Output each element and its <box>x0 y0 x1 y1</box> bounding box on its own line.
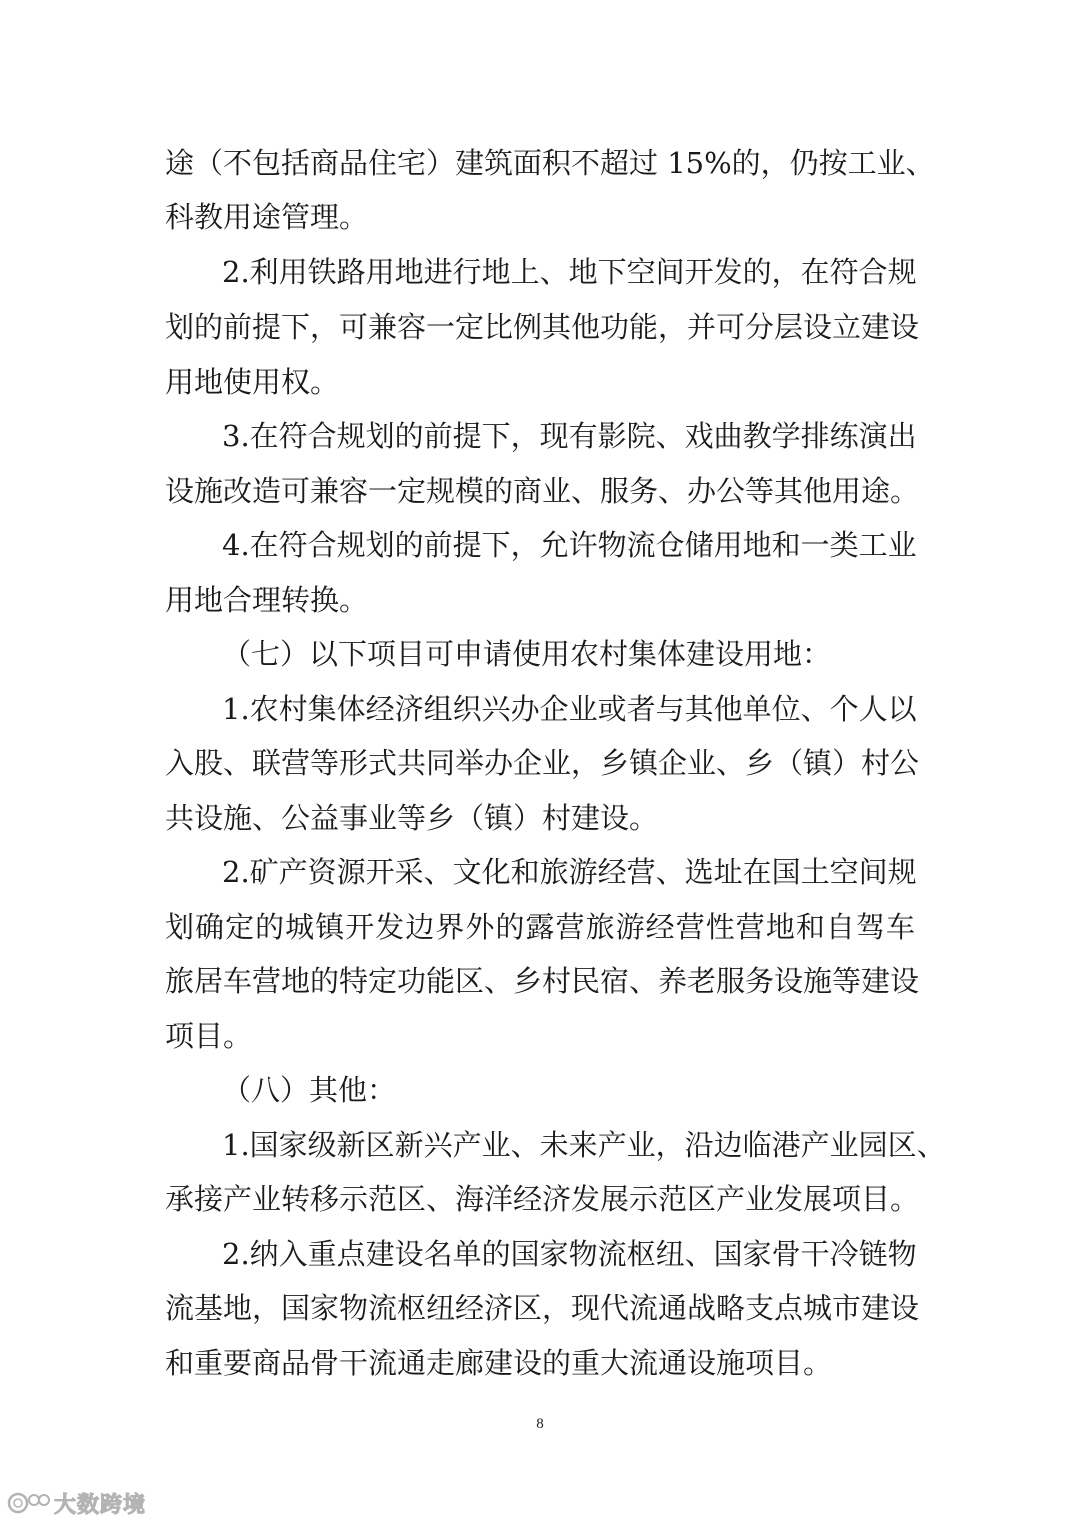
text-line: 4.在符合规划的前提下，允许物流仓储用地和一类工业 <box>222 528 917 562</box>
text-line: 入股、联营等形式共同举办企业，乡镇企业、乡（镇）村公 <box>165 746 920 780</box>
watermark-text: 大数跨境 <box>54 1492 147 1518</box>
text-line: 3.在符合规划的前提下，现有影院、戏曲教学排练演出 <box>222 419 917 453</box>
text-line: 科教用途管理。 <box>165 200 369 234</box>
text-line: 2.矿产资源开采、文化和旅游经营、选址在国土空间规 <box>222 855 917 889</box>
text-line: 途（不包括商品住宅）建筑面积不超过 15%的，仍按工业、 <box>165 146 935 180</box>
text-line: 和重要商品骨干流通走廊建设的重大流通设施项目。 <box>165 1346 833 1380</box>
text-line: 用地使用权。 <box>165 365 340 399</box>
page-number: 8 <box>536 1416 544 1432</box>
text-line: 划的前提下，可兼容一定比例其他功能，并可分层设立建设 <box>165 310 920 344</box>
text-line: 旅居车营地的特定功能区、乡村民宿、养老服务设施等建设 <box>165 964 920 998</box>
text-line: 流基地，国家物流枢纽经济区，现代流通战略支点城市建设 <box>165 1291 920 1325</box>
text-line: 1.国家级新区新兴产业、未来产业，沿边临港产业园区、 <box>222 1128 946 1162</box>
text-line: 共设施、公益事业等乡（镇）村建设。 <box>165 801 659 835</box>
watermark-logo-icon <box>6 1488 50 1518</box>
text-line: 2.纳入重点建设名单的国家物流枢纽、国家骨干冷链物 <box>222 1237 917 1271</box>
text-line: 项目。 <box>165 1019 253 1053</box>
text-line: 划确定的城镇开发边界外的露营旅游经营性营地和自驾车 <box>165 910 915 944</box>
text-line: 用地合理转换。 <box>165 583 369 617</box>
section-heading: （七）以下项目可申请使用农村集体建设用地： <box>222 637 832 671</box>
watermark <box>6 1486 146 1520</box>
text-line: 承接产业转移示范区、海洋经济发展示范区产业发展项目。 <box>165 1182 920 1216</box>
text-line: 1.农村集体经济组织兴办企业或者与其他单位、个人以 <box>222 692 917 726</box>
text-line: 设施改造可兼容一定规模的商业、服务、办公等其他用途。 <box>165 474 920 508</box>
text-line: 2.利用铁路用地进行地上、地下空间开发的，在符合规 <box>222 255 917 289</box>
section-heading: （八）其他： <box>222 1073 397 1107</box>
